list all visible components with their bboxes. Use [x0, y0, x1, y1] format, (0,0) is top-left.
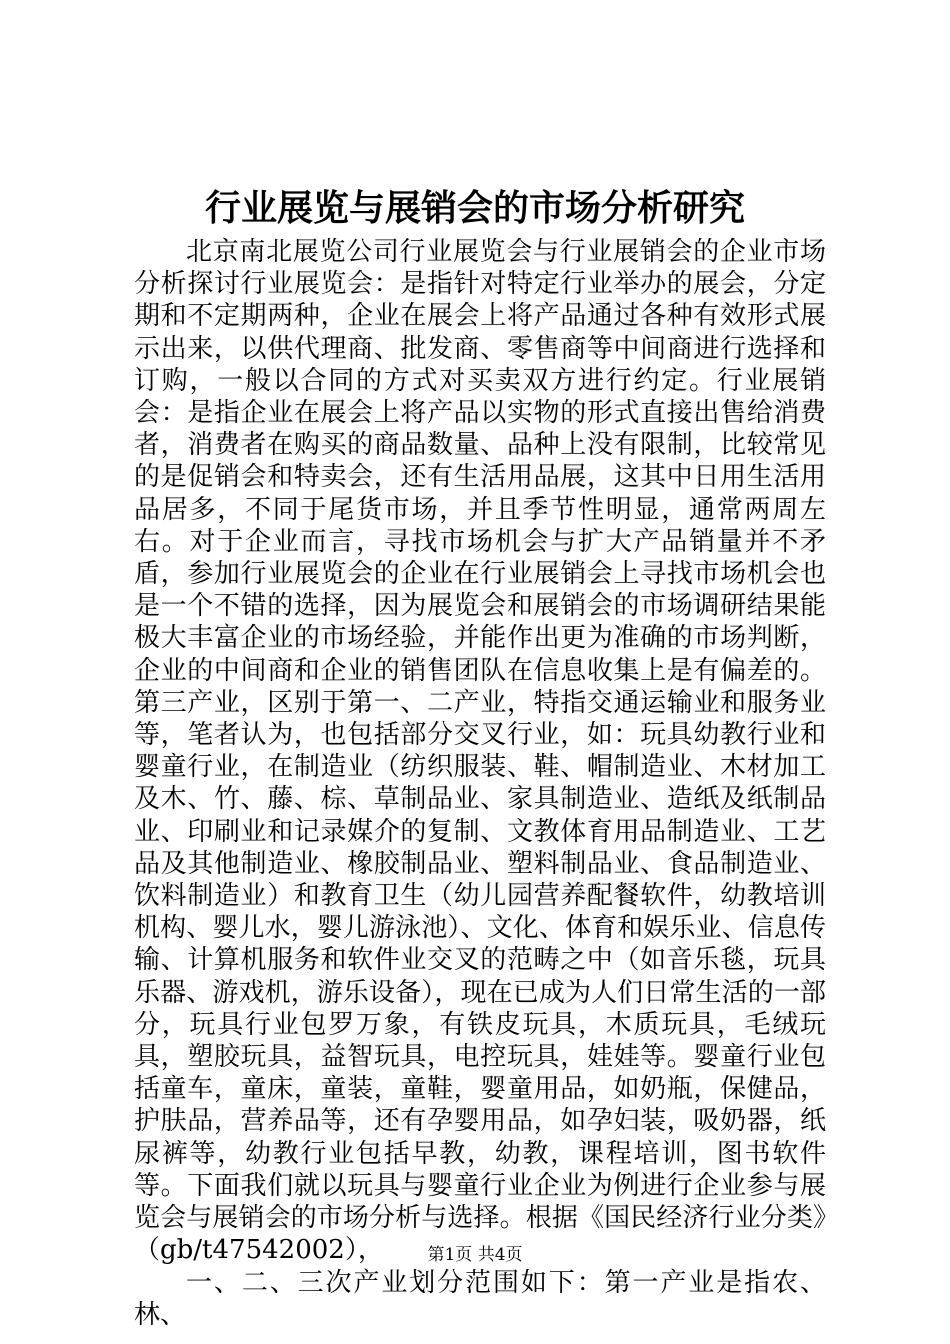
document-body [134, 236, 826, 1331]
document-title: 行业展览与展销会的市场分析研究 [204, 187, 745, 229]
page-footer: 第1页 共4页 [427, 1245, 523, 1265]
paragraph: 北京南北展览公司行业展览会与行业展销会的企业市场分析探讨行业展览会：是指针对特定行业举办的展会，分定期和不定期两种，企业在展会上将产品通过各种有效形式展示出来，以供代理商、批发商、零售商等中间商进行选择和订购，一般以合同的方式对买卖双方进行约定。行业展销会：是指企业在展会上将产品以实物的形式直接出售给消费者，消费者在购买的商品数量、品种上没有限制，比较常见的是促销会和特卖会，还有生活用品展，这其中日用生活用品居多，不同于尾货市场，并且季节性明显，通常两周左右。对于企业而言，寻找市场机会与扩大产品销量并不矛盾，参加行业展览会的企业在行业展销会上寻找市场机会也是一个不错的选择，因为展览会和展销会的市场调研结果能极大丰富企业的市场经验，并能作出更为准确的市场判断，企业的中间商和企业的销售团队在信息收集上是有偏差的。第三产业，区别于第一、二产业，特指交通运输业和服务业等，笔者认为，也包括部分交叉行业，如：玩具幼教行业和婴童行业，在制造业（纺织服装、鞋、帽制造业、木材加工及木、竹、藤、棕、草制品业、家具制造业、造纸及纸制品业、印刷业和记录媒介的复制、文教体育用品制造业、工艺品及其他制造业、橡胶制品业、塑料制品业、食品制造业、饮料制造业）和教育卫生（幼儿园营养配餐软件，幼教培训机构、婴儿水，婴儿游泳池）、文化、体育和娱乐业、信息传输、计算机服务和软件业交叉的范畴之中（如音乐毯，玩具乐器、游戏机，游乐设备），现在已成为人们日常生活的一部分，玩具行业包罗万象，有铁皮玩具，木质玩具，毛绒玩具，塑胶玩具，益智玩具，电控玩具，娃娃等。婴童行业包括童车，童床，童装，童鞋，婴童用品，如奶瓶，保健品，护肤品，营养品等，还有孕婴用品，如孕妇装，吸奶器，纸尿裤等，幼教行业包括早教，幼教，课程培训，图书软件等。下面我们就以玩具与婴童行业企业为例进行企业参与展览会与展销会的市场分析与选择。根据《国民经济行业分类》（gb/t47542002）， [134, 237, 826, 1266]
paragraph: 一、二、三次产业划分范围如下：第一产业是指农、林、 [134, 1267, 826, 1330]
